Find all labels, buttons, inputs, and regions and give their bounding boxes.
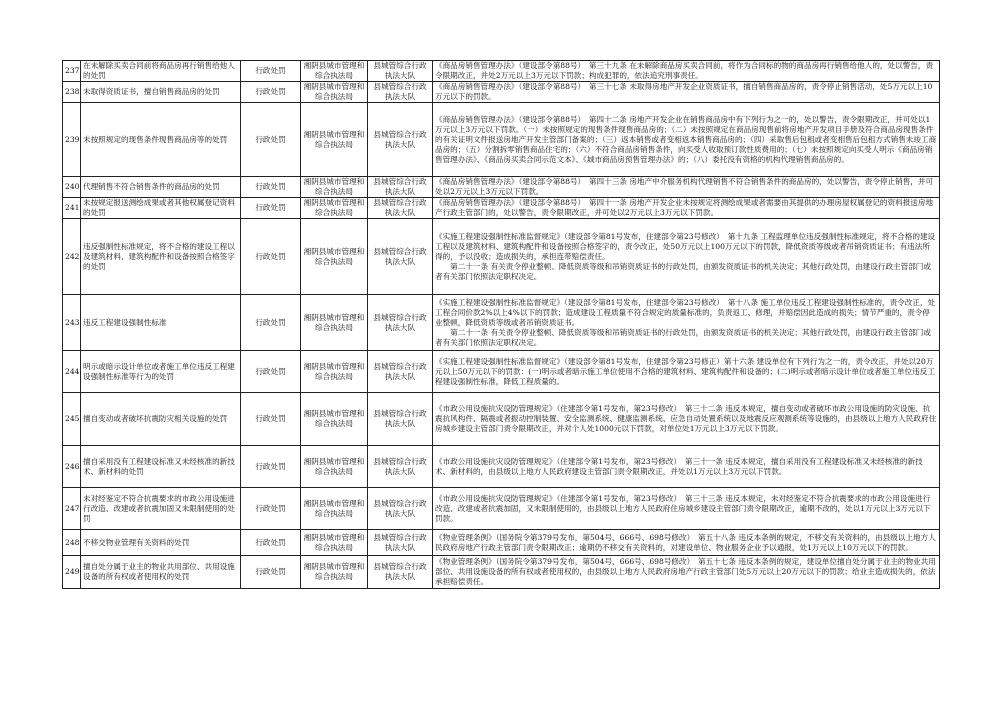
executing-unit: 县城管综合行政执法大队 — [368, 219, 433, 295]
department: 湘阴县城市管理和综合执法局 — [301, 219, 368, 295]
table-row — [63, 198, 940, 219]
table-row — [63, 530, 940, 556]
item-name: 违反强制性标准规定，将不合格的建设工程以及建筑材料、建筑构配件和设备按照合格签字的处罚 — [81, 219, 241, 295]
executing-unit: 县城管综合行政执法大队 — [368, 393, 433, 446]
item-name: 擅自采用没有工程建设标准又未经核准的新技术、新材料的处罚 — [81, 446, 241, 488]
department: 湘阴县城市管理和综合执法局 — [301, 351, 368, 393]
row-number: 241 — [63, 198, 81, 219]
legal-basis — [433, 177, 940, 198]
item-name: 未按规定报送测绘成果或者其他权属登记资料的处罚 — [81, 198, 241, 219]
legal-basis-paragraph: 第二十一条 有关责令停业整顿、降低资质等级和吊销资质证书的行政处罚，由颁发资质证书的机关决定；其他行政处罚，由建设行政主管部门或者有关部门依照法定职权决定。 — [435, 261, 931, 281]
legal-basis — [433, 295, 940, 351]
table-row — [63, 295, 940, 351]
item-type: 行政处罚 — [241, 177, 301, 198]
executing-unit: 县城管综合行政执法大队 — [368, 530, 433, 556]
table-row — [63, 61, 940, 82]
legal-basis-paragraph: 《市政公用设施抗灾设防管理规定》（住建部令第1号发布，第23号修改） 第三十一条 违反本规定，擅自采用没有工程建设标准又未经核准的新技术、新材料的，由县级以上地方人民政府建设主管部门责令限期改正，并处以1万元以上3万元以下罚款。 — [435, 456, 923, 476]
table-row — [63, 556, 940, 589]
department: 湘阴县城市管理和综合执法局 — [301, 393, 368, 446]
item-name: 未取得资质证书，擅自销售商品房的处罚 — [81, 82, 241, 103]
legal-basis-paragraph: 《实施工程建设强制性标准监督规定》（建设部令第81号发布，住建部令第23号修改） 第十八条 施工单位违反工程建设强制性标准的，责令改正，处工程合同价款2%以上4%以下的罚款；造成建设工程质量不符合规定的质量标准的，负责返工、修理，并赔偿因此造成的损失；情节严重的，责令停业整顿，降低资质等级或者吊销资质证书。 — [435, 297, 936, 327]
table-row — [63, 393, 940, 446]
item-name: 擅自处分属于业主的物业共用部位、共用设施设备的所有权或者使用权的处罚 — [81, 556, 241, 589]
legal-basis — [433, 393, 940, 446]
legal-basis-paragraph: 《市政公用设施抗灾设防管理规定》（住建部令第1号发布，第23号修改） 第三十三条 违反本规定，未对经鉴定不符合抗震要求的市政公用设施进行改造、改建或者抗震加固，又未限制使用的，由县级以上地方人民政府住房城乡建设主管部门责令限期改正，逾期不改的，处以1万元以上3万元以下罚款。 — [435, 493, 931, 523]
department: 湘阴县城市管理和综合执法局 — [301, 530, 368, 556]
table-row — [63, 82, 940, 103]
executing-unit: 县城管综合行政执法大队 — [368, 198, 433, 219]
item-name: 未按照规定的现售条件现售商品房等的处罚 — [81, 103, 241, 177]
enforcement-table — [62, 60, 940, 589]
legal-basis — [433, 488, 940, 530]
item-name: 违反工程建设强制性标准 — [81, 295, 241, 351]
row-number: 239 — [63, 103, 81, 177]
executing-unit: 县城管综合行政执法大队 — [368, 61, 433, 82]
legal-basis-paragraph: 《物业管理条例》（国务院令第379号发布，第504号、666号、698号修改） 第五十八条 违反本条例的规定，不移交有关资料的，由县级以上地方人民政府房地产行政主管部门责令限期改正；逾期仍不移交有关资料的，对建设单位、物业服务企业予以通报，处1万元以上10万元以下的罚款。 — [435, 532, 936, 552]
department: 湘阴县城市管理和综合执法局 — [301, 556, 368, 589]
item-type: 行政处罚 — [241, 530, 301, 556]
item-type: 行政处罚 — [241, 393, 301, 446]
row-number: 245 — [63, 393, 81, 446]
item-type: 行政处罚 — [241, 219, 301, 295]
department: 湘阴县城市管理和综合执法局 — [301, 177, 368, 198]
department: 湘阴县城市管理和综合执法局 — [301, 103, 368, 177]
executing-unit: 县城管综合行政执法大队 — [368, 556, 433, 589]
legal-basis — [433, 530, 940, 556]
row-number: 240 — [63, 177, 81, 198]
row-number: 238 — [63, 82, 81, 103]
row-number: 246 — [63, 446, 81, 488]
item-type: 行政处罚 — [241, 103, 301, 177]
department: 湘阴县城市管理和综合执法局 — [301, 488, 368, 530]
legal-basis-paragraph: 第二十一条 有关责令停业整顿、降低资质等级和吊销资质证书的行政处罚，由颁发资质证书的机关决定；其他行政处罚，由建设行政主管部门或者有关部门依照法定职权决定。 — [435, 327, 931, 347]
department: 湘阴县城市管理和综合执法局 — [301, 61, 368, 82]
row-number: 237 — [63, 61, 81, 82]
executing-unit: 县城管综合行政执法大队 — [368, 82, 433, 103]
executing-unit: 县城管综合行政执法大队 — [368, 103, 433, 177]
item-name: 明示或暗示设计单位或者施工单位违反工程建设强制性标准等行为的处罚 — [81, 351, 241, 393]
row-number: 244 — [63, 351, 81, 393]
executing-unit: 县城管综合行政执法大队 — [368, 446, 433, 488]
item-name: 未对经鉴定不符合抗震要求的市政公用设施进行改造、改建或者抗震加固又未限制使用的处罚 — [81, 488, 241, 530]
department: 湘阴县城市管理和综合执法局 — [301, 82, 368, 103]
legal-basis — [433, 351, 940, 393]
department: 湘阴县城市管理和综合执法局 — [301, 446, 368, 488]
item-type: 行政处罚 — [241, 82, 301, 103]
row-number: 248 — [63, 530, 81, 556]
department: 湘阴县城市管理和综合执法局 — [301, 198, 368, 219]
item-name: 在未解除买卖合同前将商品房再行销售给他人的处罚 — [81, 61, 241, 82]
item-type: 行政处罚 — [241, 295, 301, 351]
item-type: 行政处罚 — [241, 61, 301, 82]
legal-basis — [433, 103, 940, 177]
legal-basis-paragraph: 《物业管理条例》（国务院令第379号发布，第504号、666号、698号修改） 第五十七条 违反本条例的规定，建设单位擅自处分属于业主的物业共用部位、共用设施设备的所有权或者使用权的，由县级以上地方人民政府房地产行政主管部门处5万元以上20万元以下的罚款；给业主造成损失的，依法承担赔偿责任。 — [435, 557, 936, 586]
table-row — [63, 351, 940, 393]
table-row — [63, 219, 940, 295]
legal-basis — [433, 198, 940, 219]
legal-basis — [433, 61, 940, 82]
legal-basis-paragraph: 《实施工程建设强制性标准监督规定》（建设部令第81号发布，住建部令第23号修正）第十六条 建设单位有下列行为之一的，责令改正，并处以20万元以上50万元以下的罚款：(一)明示或者暗示施工单位使用不合格的建筑材料、建筑构配件和设备的；(二)明示或者暗示设计单位或者施工单位违反工程建设强制性标准，降低工程质量的。 — [435, 356, 935, 386]
item-type: 行政处罚 — [241, 488, 301, 530]
item-name: 不移交物业管理有关资料的处罚 — [81, 530, 241, 556]
row-number: 247 — [63, 488, 81, 530]
row-number: 242 — [63, 219, 81, 295]
row-number: 243 — [63, 295, 81, 351]
executing-unit: 县城管综合行政执法大队 — [368, 351, 433, 393]
legal-basis — [433, 219, 940, 295]
legal-basis-paragraph: 《市政公用设施抗灾设防管理规定》（住建部令第1号发布，第23号修改） 第三十二条 违反本规定，擅自变动或者破坏市政公用设施的防灾设施、抗震抗风构件、隔震或者振动控制装置、安全监测系统、健康监测系统、应急自动处置系统以及地震反应观测系统等设施的，由县级以上地方人民政府住房城乡建设主管部门责令限期改正，并对个人处1000元以下罚款，对单位处1万元以上3万元以下罚款。 — [435, 404, 937, 433]
legal-basis-paragraph: 《商品房销售管理办法》（建设部令第88号） 第三十九条 在未解除商品房买卖合同前，将作为合同标的物的商品房再行销售给他人的，处以警告，责令限期改正，并处2万元以上3万元以下罚款；构成犯罪的，依法追究刑事责任。 — [435, 61, 934, 80]
legal-basis-paragraph: 《商品房销售管理办法》（建设部令第88号） 第四十二条 房地产开发企业在销售商品房中有下列行为之一的，处以警告，责令限期改正，并可处以1万元以上3万元以下罚款。（一）未按照规定的现售条件现售商品房的；（二）未按照规定在商品房现售前将房地产开发项目手册及符合商品房现售条件的有关证明文件报送房地产开发主管部门备案的；（三）返本销售或者变相返本销售商品房的；（四）采取售后包租或者变相售后包租方式销售未竣工商品房的；（五）分割拆零销售商品住宅的；（六）不符合商品房销售条件，向买受人收取预订款性质费用的；（七）未按照规定向买受人明示《商品房销售管理办法》、《商品房买卖合同示范文本》、《城市商品房预售管理办法》的；（八）委托没有资格的机构代理销售商品房的。 — [435, 114, 937, 164]
legal-basis-paragraph: 《商品房销售管理办法》（建设部令第88号） 第三十七条 未取得房地产开发企业资质证书，擅自销售商品房的，责令停止销售活动，处5万元以上10万元以下的罚款。 — [435, 82, 933, 101]
item-type: 行政处罚 — [241, 446, 301, 488]
row-number: 249 — [63, 556, 81, 589]
executing-unit: 县城管综合行政执法大队 — [368, 488, 433, 530]
legal-basis — [433, 556, 940, 589]
item-name: 代理销售不符合销售条件的商品房的处罚 — [81, 177, 241, 198]
legal-basis-paragraph: 《商品房销售管理办法》（建设部令第88号） 第四十三条 房地产中介服务机构代理销售不符合销售条件的商品房的，处以警告，责令停止销售，并可处以2万元以上3万元以下罚款。 — [435, 177, 934, 196]
table-body — [63, 61, 940, 589]
legal-basis-paragraph: 《商品房销售管理办法》（建设部令第88号） 第四十一条 房地产开发企业未按规定将测绘成果或者需要由其提供的办理房屋权属登记的资料报送房地产行政主管部门的，处以警告，责令限期改正，并可处以2万元以上3万元以下罚款。 — [435, 198, 934, 217]
table-row — [63, 177, 940, 198]
executing-unit: 县城管综合行政执法大队 — [368, 177, 433, 198]
department: 湘阴县城市管理和综合执法局 — [301, 295, 368, 351]
legal-basis — [433, 82, 940, 103]
table-row — [63, 488, 940, 530]
table-row — [63, 446, 940, 488]
executing-unit: 县城管综合行政执法大队 — [368, 295, 433, 351]
item-type: 行政处罚 — [241, 556, 301, 589]
item-type: 行政处罚 — [241, 351, 301, 393]
item-type: 行政处罚 — [241, 198, 301, 219]
item-name: 擅自变动或者破坏抗震防灾相关设施的处罚 — [81, 393, 241, 446]
legal-basis — [433, 446, 940, 488]
table-row — [63, 103, 940, 177]
legal-basis-paragraph: 《实施工程建设强制性标准监督规定》（建设部令第81号发布，住建部令第23号修改） 第十九条 工程监理单位违反强制性标准规定，将不合格的建设工程以及建筑材料、建筑构配件和设备按照合格签字的，责令改正，处50万元以上100万元以下的罚款，降低资质等级或者吊销资质证书；有违法所得的，予以没收；造成损失的，承担连带赔偿责任。 — [435, 231, 936, 261]
